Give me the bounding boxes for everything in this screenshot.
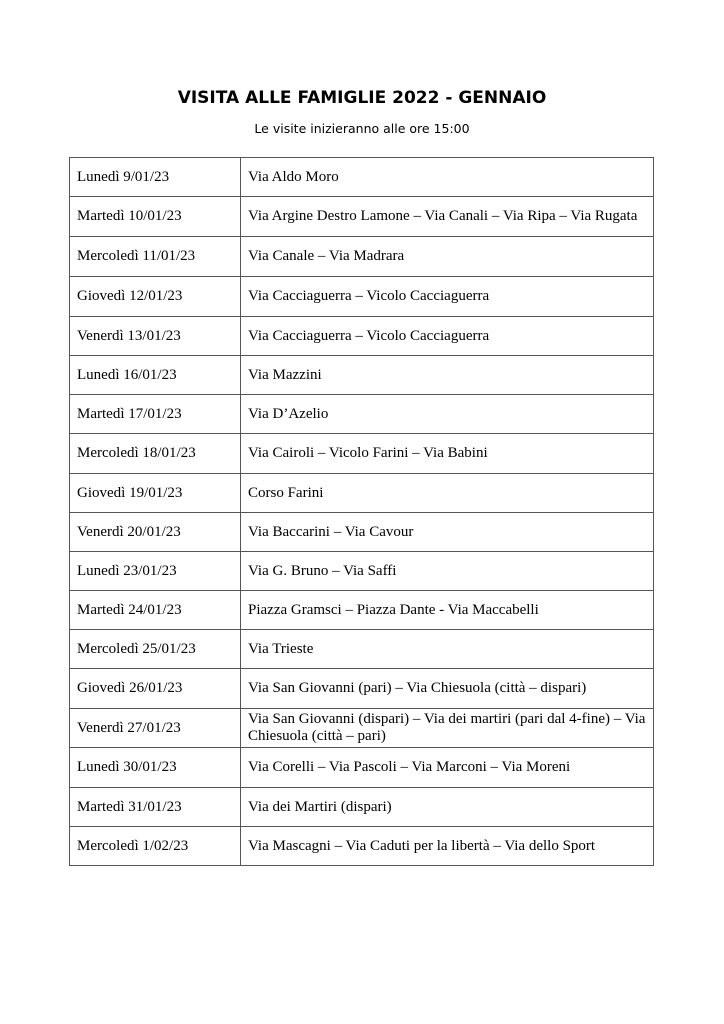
- visit-streets: Via Cairoli – Vicolo Farini – Via Babini: [241, 434, 654, 474]
- table-row: [70, 827, 654, 866]
- visit-date: Giovedì 12/01/23: [70, 277, 241, 317]
- visit-date: Lunedì 30/01/23: [70, 748, 241, 788]
- table-row: [70, 630, 654, 669]
- visit-streets: Via G. Bruno – Via Saffi: [241, 552, 654, 591]
- table-row: [70, 552, 654, 591]
- visit-streets: Via Cacciaguerra – Vicolo Cacciaguerra: [241, 317, 654, 356]
- visit-streets: Via Baccarini – Via Cavour: [241, 513, 654, 552]
- page-title: VISITA ALLE FAMIGLIE 2022 - GENNAIO: [177, 88, 547, 108]
- visit-date: Mercoledì 11/01/23: [70, 237, 241, 277]
- visit-date: Martedì 17/01/23: [70, 395, 241, 434]
- table-row: [70, 395, 654, 434]
- visit-streets: Via Aldo Moro: [241, 158, 654, 197]
- visit-date: Venerdì 27/01/23: [70, 709, 241, 748]
- visit-date: Lunedì 16/01/23: [70, 356, 241, 395]
- table-row: [70, 158, 654, 197]
- visit-streets: Via Trieste: [241, 630, 654, 669]
- visit-streets: Via Mazzini: [241, 356, 654, 395]
- table-row: [70, 669, 654, 709]
- visit-streets: Via Mascagni – Via Caduti per la libertà – Via dello Sport: [241, 827, 654, 866]
- visit-streets: Via Canale – Via Madrara: [241, 237, 654, 277]
- visit-date: Mercoledì 1/02/23: [70, 827, 241, 866]
- table-row: [70, 709, 654, 748]
- table-row: [70, 788, 654, 827]
- visit-date: Venerdì 20/01/23: [70, 513, 241, 552]
- visit-streets: Via Corelli – Via Pascoli – Via Marconi – Via Moreni: [241, 748, 654, 788]
- visit-streets: Via San Giovanni (dispari) – Via dei martiri (pari dal 4-fine) – Via Chiesuola (città – pari): [241, 709, 654, 748]
- table-row: [70, 748, 654, 788]
- visit-date: Lunedì 9/01/23: [70, 158, 241, 197]
- visit-streets: Via dei Martiri (dispari): [241, 788, 654, 827]
- page-subtitle: Le visite inizieranno alle ore 15:00: [254, 121, 470, 136]
- visit-streets: Via Argine Destro Lamone – Via Canali – Via Ripa – Via Rugata: [241, 197, 654, 237]
- table-row: [70, 197, 654, 237]
- visit-schedule-table: [69, 157, 654, 866]
- visit-streets: Corso Farini: [241, 474, 654, 513]
- table-row: [70, 474, 654, 513]
- visit-streets: Via San Giovanni (pari) – Via Chiesuola (città – dispari): [241, 669, 654, 709]
- table-row: [70, 591, 654, 630]
- visit-date: Lunedì 23/01/23: [70, 552, 241, 591]
- table-row: [70, 513, 654, 552]
- visit-streets: Via D’Azelio: [241, 395, 654, 434]
- visit-date: Mercoledì 25/01/23: [70, 630, 241, 669]
- table-row: [70, 317, 654, 356]
- visit-date: Martedì 31/01/23: [70, 788, 241, 827]
- table-row: [70, 277, 654, 317]
- table-row: [70, 237, 654, 277]
- visit-date: Martedì 24/01/23: [70, 591, 241, 630]
- visit-streets: Piazza Gramsci – Piazza Dante - Via Maccabelli: [241, 591, 654, 630]
- visit-date: Giovedì 26/01/23: [70, 669, 241, 709]
- visit-date: Mercoledì 18/01/23: [70, 434, 241, 474]
- table-row: [70, 356, 654, 395]
- visit-date: Giovedì 19/01/23: [70, 474, 241, 513]
- table-row: [70, 434, 654, 474]
- visit-date: Martedì 10/01/23: [70, 197, 241, 237]
- visit-streets: Via Cacciaguerra – Vicolo Cacciaguerra: [241, 277, 654, 317]
- visit-date: Venerdì 13/01/23: [70, 317, 241, 356]
